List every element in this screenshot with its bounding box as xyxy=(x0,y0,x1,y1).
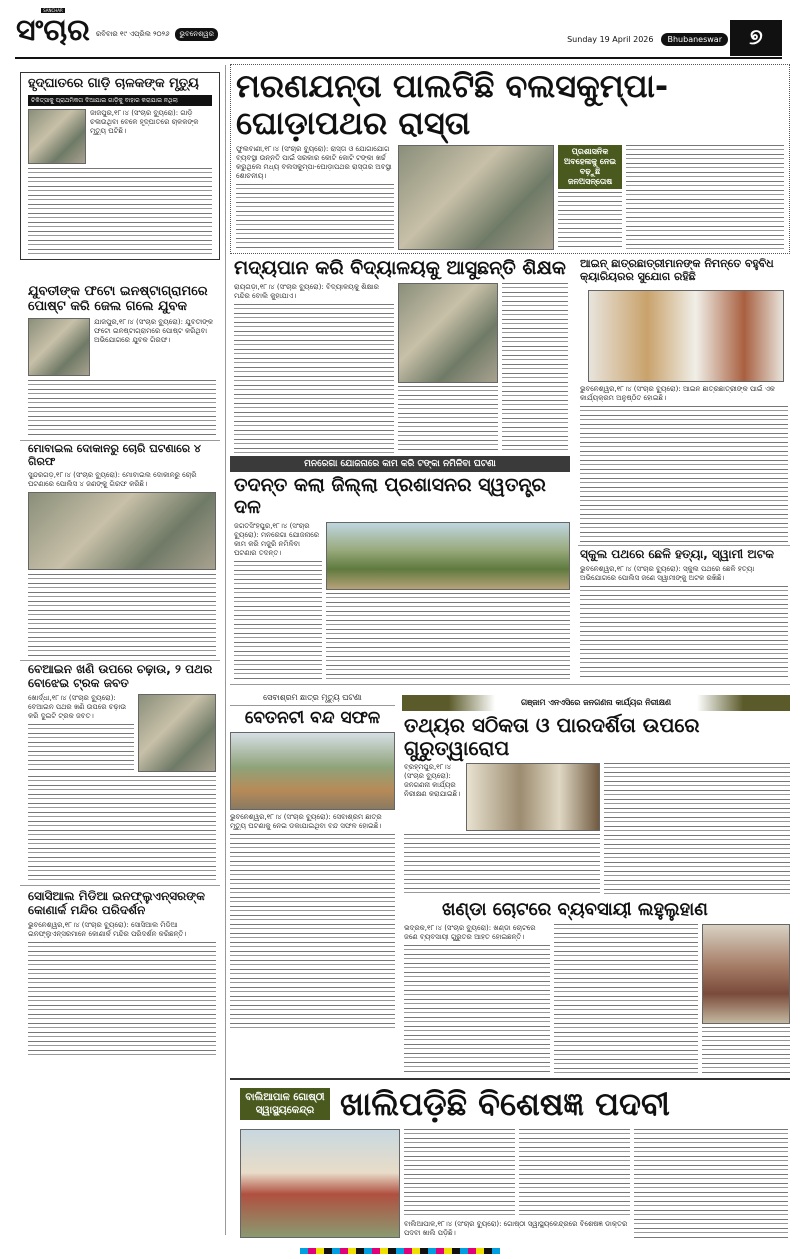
highlight-box: ବାଲିଆପାଳ ଗୋଷ୍ଠୀ ସ୍ୱାସ୍ଥ୍ୟକେନ୍ଦ୍ର xyxy=(240,1088,330,1120)
divider xyxy=(578,545,790,546)
body-text-lines xyxy=(502,283,568,453)
article-illegal-mine xyxy=(20,663,220,882)
body-text: ଭୁବନେଶ୍ୱର,୧୮।୪ (ସଂଚାର ବ୍ୟୁରୋ): ସୋସିଆଲ ମିଡିଆ ଇନଫ୍ଲୁଏନ୍ସରମାନେ କୋଣାର୍କ ମନ୍ଦିର ପରିଦର୍ଶନ କରିଛନ୍ତି। xyxy=(28,920,187,938)
article-law-careers xyxy=(578,258,790,543)
article-heart-attack xyxy=(20,72,220,260)
headline: ମୋବାଇଲ ଦୋକାନରୁ ଚୋରି ଘଟଣାରେ ୪ ଗିରଫ xyxy=(28,443,201,468)
headline: ବେଆଇନ ଖଣି ଉପରେ ଚଢ଼ାଉ, ୨ ପଥର ବୋଝେଇ ଟ୍ରକ ଜବତ xyxy=(28,663,213,690)
body-text-lines xyxy=(554,924,698,1075)
body-text-lines xyxy=(326,593,570,680)
body-text: ଜଗତସିଂହପୁର,୧୮।୪ (ସଂଚାର ବ୍ୟୁରୋ): ମନରେଗା ଯୋଜନାରେ କାମ କରି ମଜୁରି ନମିଳିବା ଘଟଣାର ତଦନ୍ତ। xyxy=(234,521,320,557)
text-column xyxy=(634,1129,788,1238)
masthead-right xyxy=(567,33,728,46)
masthead-left xyxy=(16,8,218,49)
body-text: ବାଲିଆପାଳ,୧୮।୪ (ସଂଚାର ବ୍ୟୁରୋ): ଗୋଷ୍ଠୀ ସ୍ୱାସ୍ଥ୍ୟକେନ୍ଦ୍ରରେ ବିଶେଷଜ୍ଞ ଡାକ୍ତର ପଦବୀ ଖାଲି ପଡ଼ିଛି। xyxy=(404,1220,628,1237)
body-text: ରାୟଗଡ଼ା,୧୮।୪ (ସଂଚାର ବ୍ୟୁରୋ): ବିଦ୍ୟାଳୟକୁ ଶିକ୍ଷାର ମନ୍ଦିର ବୋଲି କୁହାଯାଏ। xyxy=(234,282,379,300)
article-sword-attack xyxy=(402,900,790,1075)
body-text-lines xyxy=(234,304,394,453)
body-text-lines xyxy=(626,145,784,250)
headline: ସୋସିଆଲ ମିଡିଆ ଇନଫ୍ଲୁଏନ୍ସରଙ୍କ କୋଣାର୍କ ମନ୍ଦିର ପରିଦର୍ଶନ xyxy=(28,890,205,917)
box-column xyxy=(558,145,622,250)
photo xyxy=(240,1129,400,1238)
body-text: ଖୋର୍ଦ୍ଧା,୧୮।୪ (ସଂଚାର ବ୍ୟୁରୋ): ବେଆଇନ ପଥର ଖଣି ଉପରେ ଚଢ଼ାଉ କରି ଦୁଇଟି ଟ୍ରକ ଜବତ। xyxy=(28,693,127,720)
kicker: ସେବାଶ୍ରମ ଛାତ୍ର ମୃତ୍ୟୁ ଘଟଣା xyxy=(230,692,395,706)
masthead xyxy=(0,0,800,60)
body-text: ଭୁବନେଶ୍ୱର,୧୮।୪ (ସଂଚାର ବ୍ୟୁରୋ): ସେବାଶ୍ରମ ଛାତ୍ର ମୃତ୍ୟୁ ଘଟଣାକୁ ନେଇ ଡକାଯାଇଥିବା ବନ୍ଦ ସଫଳ ହୋଇଛି। xyxy=(230,812,382,830)
text-column xyxy=(502,283,568,453)
headline: ଯୁବତୀଙ୍କ ଫଟୋ ଇନଷ୍ଟାଗ୍ରାମରେ ପୋଷ୍ଟ କରି ଜେଲ ଗଲେ ଯୁବକ xyxy=(28,285,208,314)
article-goat-killing xyxy=(578,548,790,680)
edition-english-badge: Bhubaneswar xyxy=(661,33,728,46)
text-column xyxy=(626,145,784,250)
article-census xyxy=(402,692,790,897)
text-column xyxy=(404,763,600,897)
photo-column xyxy=(398,145,554,250)
lead-row xyxy=(28,109,212,164)
divider xyxy=(230,684,790,685)
article-content xyxy=(402,763,790,897)
photo xyxy=(230,732,395,810)
page-number: ୭ xyxy=(730,20,782,56)
logo: ସଂଚାର xyxy=(16,13,90,48)
photo-column xyxy=(326,522,570,680)
headline: ସ୍କୁଲ ପଥରେ ଛେଳି ହତ୍ୟା, ସ୍ୱାମୀ ଅଟକ xyxy=(580,548,774,561)
logo-subtitle: SANCHAR xyxy=(43,8,63,13)
subhead-bar: ଚିକିତ୍ସାକୁ ପ୍ରାଥମିକତା ଦିଆଯାଇ ଗାଡ଼ିକୁ ବାହାର କରାଯାଇ ନଥିଲା xyxy=(28,95,212,106)
article-content xyxy=(28,694,216,882)
body-text-lines xyxy=(404,834,600,897)
article-hospital xyxy=(230,1078,790,1240)
body-text: ଭଦ୍ରକ,୧୮।୪ (ସଂଚାର ବ୍ୟୁରୋ): ଖଣ୍ଡା ଚୋଟରେ ଜଣେ ବ୍ୟବସାୟୀ ଗୁରୁତର ଆହତ ହୋଇଛନ୍ତି। xyxy=(404,923,536,941)
body-text-lines xyxy=(519,1129,630,1217)
column-divider xyxy=(225,65,226,1235)
body-text-lines xyxy=(28,942,216,1058)
article-drunk-teacher xyxy=(230,258,570,453)
text-column xyxy=(236,145,394,250)
article-content xyxy=(240,1129,788,1238)
date-odia: ରବିବାର ୧୯ ଏପ୍ରିଲ ୨୦୨୬ xyxy=(95,30,170,38)
divider xyxy=(20,660,220,661)
body-text-lines xyxy=(580,586,788,680)
photo xyxy=(398,145,554,250)
body-text-lines xyxy=(28,168,212,255)
highlight-box: ପ୍ରଶାସନିକ ଅବହେଳାକୁ ନେଇ ବଢ଼ୁଛି ଜନଅସନ୍ତୋଷ xyxy=(558,145,622,189)
kicker-banner: ମନରେଗା ଯୋଜନାରେ କାମ କରି ଟଙ୍କା ନମିଳିବା ଘଟଣା xyxy=(230,456,570,472)
body-text: ଯାଜପୁର,୧୮।୪ (ସଂଚାର ବ୍ୟୁରୋ): ଯୁବତୀଙ୍କ ଫଟୋ ଇନଷ୍ଟାଗ୍ରାମରେ ପୋଷ୍ଟ କରିଥିବା ଅଭିଯୋଗରେ ଯୁବକ ଗିରଫ। xyxy=(94,317,214,344)
lead-row xyxy=(28,318,216,376)
text-column xyxy=(604,763,790,897)
headline: ଆଇନ୍ ଛାତ୍ରଛାତ୍ରୀମାନଙ୍କ ନିମନ୍ତେ ବହୁବିଧ କ୍ୟାରିୟରର ସୁଯୋଗ ରହିଛି xyxy=(580,258,774,283)
photo xyxy=(588,290,784,382)
article-content xyxy=(402,924,790,1075)
logo-group xyxy=(16,8,90,49)
body-text-lines xyxy=(234,561,322,680)
article-instagram xyxy=(20,285,220,437)
article-bandh xyxy=(230,692,395,1032)
headline: ହୃଦ୍‌ଘାତରେ ଗାଡ଼ି ଚାଳକଙ୍କ ମୃତ୍ୟୁ xyxy=(28,76,199,91)
body-text-lines xyxy=(28,380,216,437)
article-content xyxy=(230,522,570,680)
body-text-lines xyxy=(634,1129,788,1238)
divider xyxy=(20,885,220,886)
article-content xyxy=(236,145,784,250)
article-content xyxy=(234,283,568,453)
headline: ମରଣଯନ୍ତା ପାଲଟିଛି ବଲସକୁମ୍ପା-ଘୋଡ଼ାପଥର ରାସ୍ତା xyxy=(236,67,669,142)
headline-row xyxy=(240,1086,788,1123)
text-column xyxy=(404,1129,630,1238)
article-content xyxy=(28,109,212,255)
body-text-lines xyxy=(580,406,788,543)
headline: ତଦନ୍ତ କଲା ଜିଲ୍ଲା ପ୍ରଶାସନର ସ୍ୱତନ୍ତ୍ର ଦଳ xyxy=(234,474,546,518)
body-text: ବ୍ରହ୍ମପୁର,୧୮।୪ (ସଂଚାର ବ୍ୟୁରୋ): ଜନଗଣନା କାର୍ଯ୍ୟର ନିରୀକ୍ଷଣ କରାଯାଇଛି। xyxy=(404,763,461,798)
body-text: ସୁନ୍ଦରଗଡ଼,୧୮।୪ (ସଂଚାର ବ୍ୟୁରୋ): ମୋବାଇଲ ଦୋକାନରୁ ଚୋରି ଘଟଣାରେ ପୋଲିସ ୪ ଜଣଙ୍କୁ ଗିରଫ କରିଛି। xyxy=(28,471,197,489)
article-mgnrega xyxy=(230,456,570,680)
photo-column xyxy=(398,283,498,453)
photo xyxy=(138,694,216,772)
photo xyxy=(702,924,790,1024)
body-text-lines xyxy=(604,763,790,897)
photo xyxy=(326,522,570,590)
body-text-lines xyxy=(702,1027,790,1075)
text-column xyxy=(404,924,550,1075)
article-mobile-theft xyxy=(20,443,220,657)
headline: ଖଣ୍ଡା ଚୋଟରେ ବ୍ୟବସାୟୀ ଲହୁଲୁହାଣ xyxy=(442,900,708,920)
registration-strip xyxy=(300,1248,500,1254)
body-text-lines xyxy=(398,386,498,453)
body-text: ଜାଜପୁର,୧୮।୪ (ସଂଚାର ବ୍ୟୁରୋ): ଗାଡ଼ି ଚଳାଉଥିବା ବେଳେ ହୃଦ୍‌ଘାତରେ ଚାଳକଙ୍କ ମୃତ୍ୟୁ ଘଟିଛି। xyxy=(90,108,199,135)
article-road xyxy=(230,64,790,254)
headline: ମଦ୍ୟପାନ କରି ବିଦ୍ୟାଳୟକୁ ଆସୁଛନ୍ତି ଶିକ୍ଷକ xyxy=(234,258,566,279)
body-text-lines xyxy=(28,574,216,657)
date-english: Sunday 19 April 2026 xyxy=(567,35,654,44)
body-text-lines xyxy=(28,724,134,772)
kicker-banner: ଗଞ୍ଜାମ ଏନଏସିରେ ଜନଗଣନା କାର୍ଯ୍ୟର ନିରୀକ୍ଷଣ xyxy=(402,695,790,711)
photo xyxy=(466,763,600,831)
text-column xyxy=(234,522,322,680)
photo xyxy=(28,109,86,164)
article-content xyxy=(28,492,216,657)
text-column xyxy=(554,924,698,1075)
body-text: ଭୁବନେଶ୍ୱର,୧୮।୪ (ସଂଚାର ବ୍ୟୁରୋ): ସ୍କୁଲ ପଥରେ ଛେଳି ହତ୍ୟା ଅଭିଯୋଗରେ ପୋଲିସ ଜଣେ ସ୍ୱାମୀଙ୍କୁ ଅଟକ ରଖିଛି। xyxy=(580,564,755,582)
body-text-lines xyxy=(28,776,216,882)
photo xyxy=(28,318,90,376)
headline: ତଥ୍ୟର ସଠିକତା ଓ ପାରଦର୍ଶିତା ଉପରେ ଗୁରୁତ୍ୱାରୋପ xyxy=(404,713,700,760)
text-column xyxy=(28,694,134,772)
body-text-lines xyxy=(404,945,550,1075)
headline: ଖାଲିପଡ଼ିଛି ବିଶେଷଜ୍ଞ ପଦବୀ xyxy=(340,1085,670,1123)
body-text-lines xyxy=(558,192,622,250)
article-content xyxy=(28,318,216,437)
headline: ବେତନଟୀ ବନ୍ଦ ସଫଳ xyxy=(244,708,381,728)
body-text: ଭୁବନେଶ୍ୱର,୧୮।୪ (ସଂଚାର ବ୍ୟୁରୋ): ଆଇନ ଛାତ୍ରଛାତ୍ରୀଙ୍କ ପାଇଁ ଏକ କାର୍ଯ୍ୟକ୍ରମ ଅନୁଷ୍ଠିତ ହୋଇଛି। xyxy=(580,385,775,403)
article-social-media xyxy=(20,890,220,1058)
body-text-lines xyxy=(236,184,394,250)
photo-column xyxy=(702,924,790,1075)
body-text-lines xyxy=(230,834,395,1032)
body-text: ଫୁଲବାଣୀ,୧୮।୪ (ସଂଚାର ବ୍ୟୁରୋ): ରାସ୍ତା ଓ ଯୋଗାଯୋଗ ବ୍ୟବସ୍ଥା ଉନ୍ନତି ପାଇଁ ସରକାର କୋଟି କୋଟି ଟଙ୍କା ଖର୍ଚ୍ଚ କରୁଥିଲେ ମଧ୍ୟ ବଲସକୁମ୍ପା-ଘୋଡ଼ାପଥର ରାସ୍ତାର ଅବସ୍ଥା ଶୋଚନୀୟ। xyxy=(236,144,392,180)
lead-row xyxy=(404,763,600,831)
body-text-lines xyxy=(404,1129,515,1217)
masthead-rule xyxy=(15,57,782,59)
fill-row xyxy=(404,1129,630,1217)
edition-odia-badge: ଭୁବନେଶ୍ୱର xyxy=(175,28,217,41)
photo xyxy=(28,492,216,570)
text-column xyxy=(234,283,394,453)
photo xyxy=(398,283,498,383)
divider xyxy=(20,440,220,441)
lead-row xyxy=(28,694,216,772)
